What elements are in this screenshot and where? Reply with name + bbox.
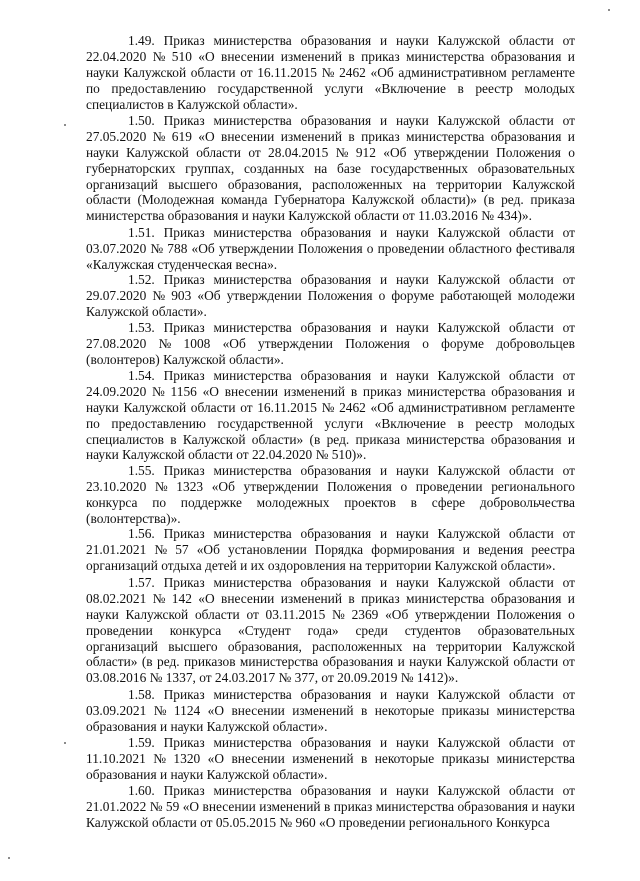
paragraph-line: 03.09.2021 № 1124 «О внесении изменений в некоторые приказы министерства	[86, 702, 575, 718]
paragraph-first-line: 1.49. Приказ министерства образования и науки Калужской области от	[128, 33, 575, 48]
paragraph-line: науки Калужской области от 16.11.2015 № 2462 «Об административном регламенте	[86, 64, 575, 80]
paragraph-1-51	[86, 225, 575, 273]
paragraph-1-59	[86, 735, 575, 783]
paragraph-first-line: 1.57. Приказ министерства образования и науки Калужской области от	[128, 575, 575, 590]
paragraph-line: 29.07.2020 № 903 «Об утверждении Положения о форуме работающей молодежи	[86, 287, 575, 303]
paragraph-line: 24.09.2020 № 1156 «О внесении изменений в приказ министерства образования и	[86, 383, 575, 399]
paragraph-1-50	[86, 113, 575, 224]
paragraph-line: организаций высшего образования, расположенных на территории Калужской	[86, 176, 575, 192]
paragraph-line: 27.05.2020 № 619 «О внесении изменений в приказ министерства образования и	[86, 128, 575, 144]
paragraph-line: специалистов в Калужской области» (в ред. приказа министерства образования и	[86, 431, 575, 447]
paragraph-line: 21.01.2022 № 59 «О внесении изменений в приказ министерства образования и науки	[86, 798, 575, 814]
paragraph-line: проведении конкурса «Студент года» среди студентов образовательных	[86, 622, 575, 638]
paragraph-line: министерства образования и науки Калужской области от 11.03.2016 № 434)».	[86, 208, 532, 224]
scan-speck	[8, 857, 10, 859]
paragraph-line: конкурса по поддержке молодежных проектов в сфере добровольчества	[86, 494, 575, 510]
paragraph-line: 11.10.2021 № 1320 «О внесении изменений в некоторые приказы министерства	[86, 750, 575, 766]
paragraph-line: науки Калужской области от 28.04.2015 № 912 «Об утверждении Положения о	[86, 144, 575, 160]
paragraph-line: науки Калужской области от 16.11.2015 № 2462 «Об административном регламенте	[86, 399, 575, 415]
paragraph-line: области (Молодежная команда Губернатора Калужской области)» (в ред. приказа	[86, 192, 575, 208]
paragraph-first-line: 1.50. Приказ министерства образования и науки Калужской области от	[128, 113, 575, 128]
scan-speck	[608, 9, 610, 11]
paragraph-line: 03.07.2020 № 788 «Об утверждении Положения о проведении областного фестиваля	[86, 240, 575, 256]
paragraph-line: организаций отдыха детей и их оздоровления на территории Калужской области».	[86, 557, 556, 573]
paragraph-1-60	[86, 783, 575, 831]
paragraph-line: Калужской области от 05.05.2015 № 960 «О проведении регионального Конкурса	[86, 814, 550, 830]
scan-speck	[64, 742, 66, 744]
paragraph-first-line: 1.56. Приказ министерства образования и науки Калужской области от	[128, 526, 575, 541]
paragraph-1-57	[86, 575, 575, 686]
paragraph-line: 08.02.2021 № 142 «О внесении изменений в приказ министерства образования и	[86, 590, 575, 606]
paragraph-1-53	[86, 320, 575, 368]
paragraph-line: Калужской области».	[86, 303, 207, 319]
paragraph-1-55	[86, 463, 575, 527]
paragraph-first-line: 1.53. Приказ министерства образования и науки Калужской области от	[128, 320, 575, 335]
paragraph-line: области» (в ред. приказов министерства образования и науки Калужской области от	[86, 654, 575, 670]
paragraph-1-54	[86, 368, 575, 463]
paragraph-first-line: 1.52. Приказ министерства образования и науки Калужской области от	[128, 272, 575, 287]
scan-speck	[64, 124, 66, 126]
paragraph-line: губернаторских группах, созданных на базе государственных образовательных	[86, 160, 575, 176]
paragraph-first-line: 1.51. Приказ министерства образования и науки Калужской области от	[128, 225, 575, 240]
paragraph-line: 21.01.2021 № 57 «Об установлении Порядка формирования и ведения реестра	[86, 541, 575, 557]
paragraph-first-line: 1.59. Приказ министерства образования и науки Калужской области от	[128, 735, 575, 750]
paragraph-line: организаций высшего образования, расположенных на территории Калужской	[86, 638, 575, 654]
paragraph-line: «Калужская студенческая весна».	[86, 256, 278, 272]
paragraph-first-line: 1.60. Приказ министерства образования и науки Калужской области от	[128, 783, 575, 798]
paragraph-line: науки Калужской области от 22.04.2020 № 510)».	[86, 447, 367, 463]
paragraph-first-line: 1.55. Приказ министерства образования и науки Калужской области от	[128, 463, 575, 478]
paragraph-1-58	[86, 687, 575, 735]
paragraph-line: по предоставлению государственной услуги «Включение в реестр молодых	[86, 80, 575, 96]
paragraph-line: образования и науки Калужской области».	[86, 766, 328, 782]
paragraph-1-52	[86, 272, 575, 320]
paragraph-1-49	[86, 33, 575, 112]
paragraph-line: по предоставлению государственной услуги «Включение в реестр молодых	[86, 415, 575, 431]
paragraph-line: 27.08.2020 № 1008 «Об утверждении Положения о форуме добровольцев	[86, 335, 575, 351]
paragraph-line: (волонтерства)».	[86, 510, 181, 526]
paragraph-line: 23.10.2020 № 1323 «Об утверждении Положения о проведении регионального	[86, 478, 575, 494]
paragraph-1-56	[86, 526, 575, 574]
paragraph-line: специалистов в Калужской области».	[86, 96, 298, 112]
paragraph-line: 22.04.2020 № 510 «О внесении изменений в приказ министерства образования и	[86, 48, 575, 64]
paragraph-first-line: 1.58. Приказ министерства образования и науки Калужской области от	[128, 687, 575, 702]
paragraph-line: (волонтеров) Калужской области».	[86, 351, 284, 367]
paragraph-first-line: 1.54. Приказ министерства образования и науки Калужской области от	[128, 368, 575, 383]
paragraph-line: 03.08.2016 № 1337, от 24.03.2017 № 377, от 20.09.2019 № 1412)».	[86, 670, 459, 686]
paragraph-line: образования и науки Калужской области».	[86, 718, 328, 734]
paragraph-line: науки Калужской области от 03.11.2015 № 2369 «Об утверждении Положения о	[86, 606, 575, 622]
